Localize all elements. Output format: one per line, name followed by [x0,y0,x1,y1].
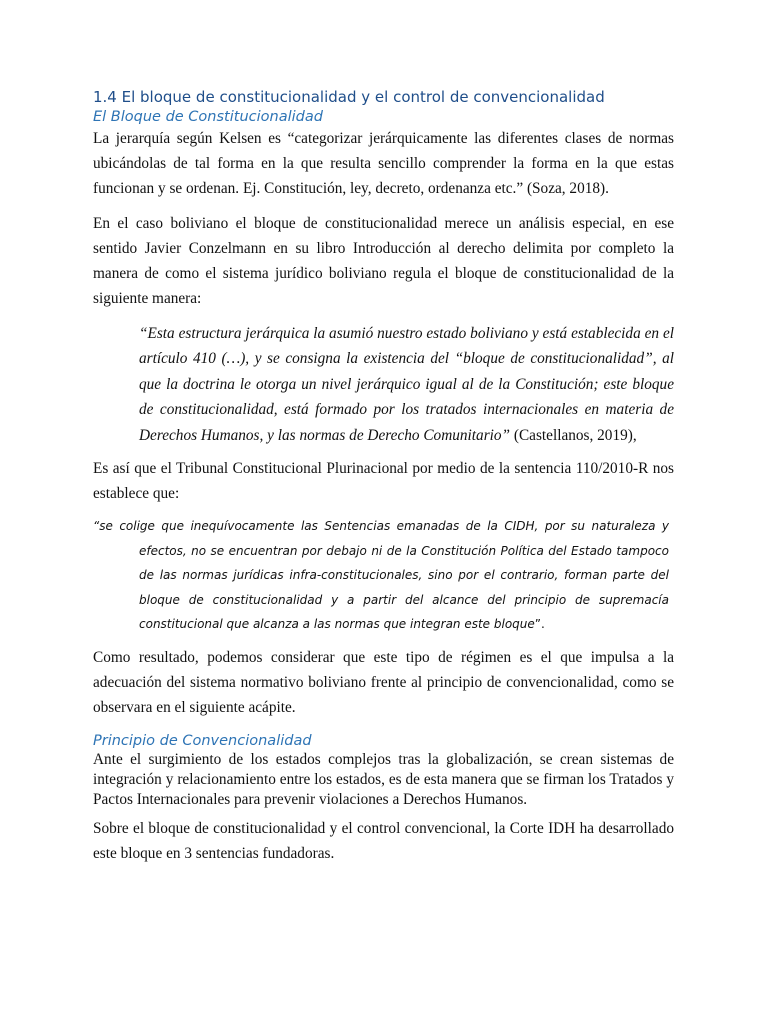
quote-sentencia-rest: efectos, no se encuentran por debajo ni de la Constitución Política del Estado tampoco de las normas jurídicas infra-constitucionales, sino por el contrario, forman parte del bloque de constitucionalidad y a partir del alcance del principio de supremacía constitucional que alcanza a las normas que integran este bloque [139,543,669,632]
quote-sentencia-end: ”. [534,617,545,632]
section-heading: 1.4 El bloque de constitucionalidad y el control de convencionalidad [93,88,605,106]
document-page [93,86,674,866]
block-quote-castellanos [139,321,674,448]
paragraph-resultado: Como resultado, podemos considerar que este tipo de régimen es el que impulsa a la adecuación del sistema normativo boliviano frente al principio de convencionalidad, como se observara en el siguiente acápite. [93,648,674,716]
quote-sentencia-first-line: “se colige que inequívocamente las Sentencias emanadas de la CIDH, por su naturaleza y [93,519,669,534]
paragraph-globalizacion: Ante el surgimiento de los estados complejos tras la globalización, se crean sistemas de integración y relacionamiento entre los estados, es de esta manera que se firman los Tratados y Pactos Internacionales para prevenir violaciones a Derechos Humanos. [93,750,674,808]
quote-sentencia-body [93,539,669,637]
paragraph-tribunal: Es así que el Tribunal Constitucional Plurinacional por medio de la sentencia 110/2010-R nos establece que: [93,460,674,503]
quote-text: “Esta estructura jerárquica la asumió nuestro estado boliviano y está establecida en el artículo 410 (…), y se consigna la existencia del “bloque de constitucionalidad”, al que la doctrina le otorga un nivel jerárquico igual al de la Constitución; este bloque de constitucionalidad, está formado por los tratados internacionales en materia de Derechos Humanos, y las normas de Derecho Comunitario” [139,325,674,444]
paragraph-kelsen: La jerarquía según Kelsen es “categorizar jerárquicamente las diferentes clases de normas ubicándolas de tal forma en la que resulta sencillo comprender la forma en la que estas funcionan y se ordenan. Ej. Constitución, ley, decreto, ordenanza etc.” (Soza, 2018). [93,130,674,197]
paragraph-caso-boliviano: En el caso boliviano el bloque de constitucionalidad merece un análisis especial, en ese sentido Javier Conzelmann en su libro Introducción al derecho delimita por completo la manera de como el sistema jurídico boliviano regula el bloque de constitucionalidad de la siguiente manera: [93,215,674,307]
block-quote-sentencia [93,514,669,637]
paragraph-corte-idh: Sobre el bloque de constitucionalidad y el control convencional, la Corte IDH ha desarrollado este bloque en 3 sentencias fundadoras. [93,819,674,862]
subheading-bloque: El Bloque de Constitucionalidad [93,109,323,125]
quote-citation: (Castellanos, 2019), [510,426,637,444]
subheading-convencionalidad: Principio de Convencionalidad [93,732,312,749]
